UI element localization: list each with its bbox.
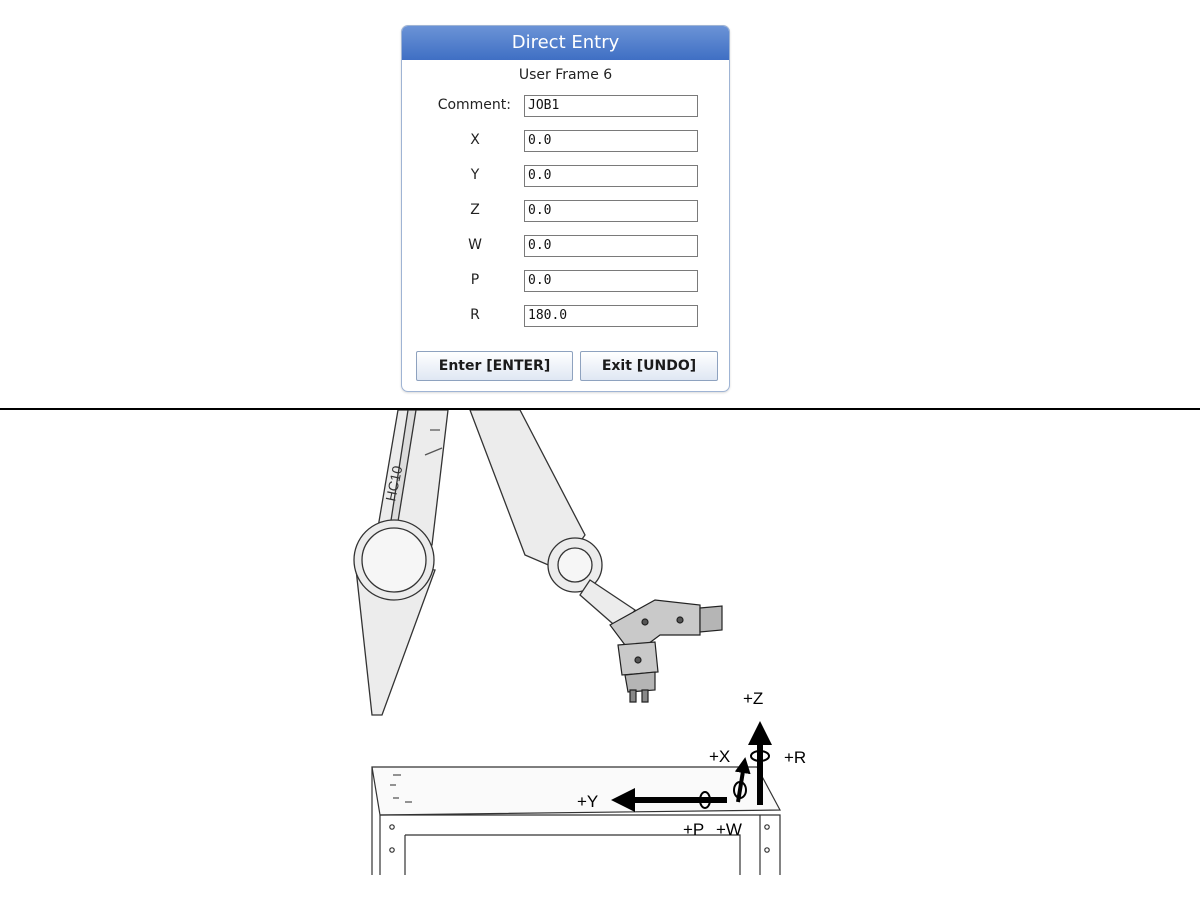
robot-upper-arm (354, 410, 448, 715)
x-row (402, 130, 731, 152)
r-label: R (470, 307, 480, 323)
y-input[interactable]: 0.0 (524, 165, 698, 187)
axis-label-y: +Y (577, 792, 599, 811)
z-row (402, 200, 731, 222)
robot-forearm (470, 410, 635, 630)
enter-button[interactable]: Enter [ENTER] (416, 351, 573, 381)
robot-gripper (610, 600, 722, 702)
exit-button[interactable]: Exit [UNDO] (580, 351, 718, 381)
y-row (402, 165, 731, 187)
dialog-title: Direct Entry (402, 26, 729, 60)
axis-label-r: +R (784, 748, 807, 767)
comment-row (402, 95, 731, 117)
y-label: Y (470, 167, 480, 183)
p-label: P (470, 272, 480, 288)
direct-entry-dialog (401, 25, 730, 392)
r-input[interactable]: 180.0 (524, 305, 698, 327)
w-row (402, 235, 731, 257)
axis-label-w: +W (716, 820, 742, 839)
w-label: W (468, 237, 482, 253)
dialog-subtitle: User Frame 6 (518, 67, 613, 83)
comment-input[interactable]: JOB1 (524, 95, 698, 117)
axis-label-x: +X (709, 747, 731, 766)
z-input[interactable]: 0.0 (524, 200, 698, 222)
comment-label: Comment: (437, 97, 511, 113)
p-input[interactable]: 0.0 (524, 270, 698, 292)
x-label: X (470, 132, 480, 148)
p-row (402, 270, 731, 292)
axis-label-p: +P (683, 820, 705, 839)
robot-illustration (0, 410, 1200, 900)
axis-label-z: +Z (743, 689, 764, 708)
r-row (402, 305, 731, 327)
w-input[interactable]: 0.0 (524, 235, 698, 257)
z-label: Z (470, 202, 480, 218)
x-input[interactable]: 0.0 (524, 130, 698, 152)
robot-model-label: HC10 (382, 464, 406, 503)
